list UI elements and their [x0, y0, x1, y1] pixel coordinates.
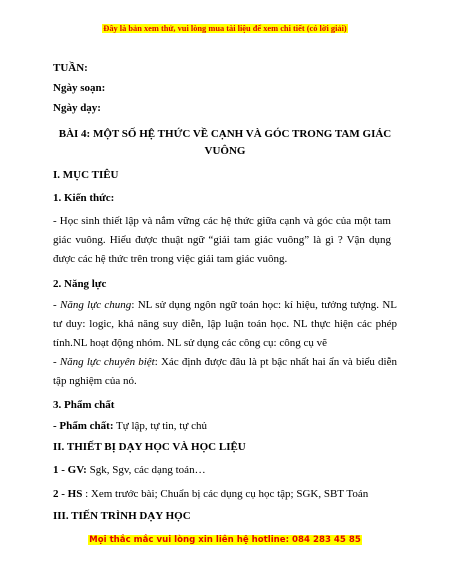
- preview-notice-text: Đây là bản xem thử, vui lòng mua tài liệu để xem chi tiết (có lời giải): [103, 24, 347, 33]
- section-equipment-heading: II. THIẾT BỊ DẠY HỌC VÀ HỌC LIỆU: [53, 441, 246, 453]
- knowledge-paragraph: - Học sinh thiết lập và nắm vững các hệ thức giữa cạnh và góc của một tam giác vuông. Hiểu được thuật ngữ “giải tam giác vuông” là gì ? Vận dụng được các hệ thức trên trong việc giải tam giác vuông.: [53, 215, 391, 265]
- teacher-materials-text: Sgk, Sgv, các dạng toán…: [86, 464, 206, 476]
- hotline-banner: [0, 535, 450, 545]
- qualities-heading: 3. Phẩm chất: [53, 399, 115, 411]
- general-competency-label: - Năng lực chung: [53, 299, 132, 311]
- student-label: 2 - HS: [53, 488, 83, 500]
- teaching-date-field: Ngày dạy:: [53, 102, 101, 114]
- teacher-materials-line: [53, 460, 206, 480]
- knowledge-heading: 1. Kiến thức:: [53, 192, 115, 204]
- general-competency-paragraph: [53, 296, 397, 353]
- qualities-text: Tự lập, tự tin, tự chủ: [113, 420, 207, 432]
- student-materials-text: : Xem trước bài; Chuẩn bị các dụng cụ học tập; SGK, SBT Toán: [82, 488, 369, 500]
- qualities-label: - Phẩm chất:: [53, 420, 114, 432]
- hotline-text: Mọi thắc mắc vui lòng xin liên hệ hotline: 084 283 45 85: [89, 535, 361, 545]
- lesson-title-line2: VUÔNG: [204, 145, 246, 157]
- prepared-date-field: Ngày soạn:: [53, 82, 106, 94]
- student-materials-line: [53, 484, 368, 504]
- qualities-line: [53, 416, 207, 436]
- section-objectives-heading: I. MỤC TIÊU: [53, 169, 119, 181]
- general-competency-text: : NL sử dụng ngôn ngữ toán học: kí hiệu, tưởng tượng. NL tư duy: logic, khả năng suy diễn, lập luận toán học. NL thực hiện các phép tính.NL hoạt động nhóm. NL sử dụng các công cụ: công cụ vẽ: [53, 299, 397, 349]
- specific-competency-text: : Xác định được đâu là pt bậc nhất hai ẩn và biểu diễn tập nghiệm của nó.: [53, 356, 397, 387]
- competency-heading: 2. Năng lực: [53, 278, 107, 290]
- preview-notice-banner: [0, 24, 450, 33]
- specific-competency-paragraph: [53, 353, 397, 391]
- teacher-label: 1 - GV:: [53, 464, 87, 476]
- week-field: TUẦN:: [53, 62, 88, 74]
- lesson-title-line1: BÀI 4: MỘT SỐ HỆ THỨC VỀ CẠNH VÀ GÓC TRONG TAM GIÁC: [58, 128, 392, 140]
- specific-competency-label: - Năng lực chuyên biệt: [53, 356, 155, 368]
- section-process-heading: III. TIẾN TRÌNH DẠY HỌC: [53, 510, 191, 522]
